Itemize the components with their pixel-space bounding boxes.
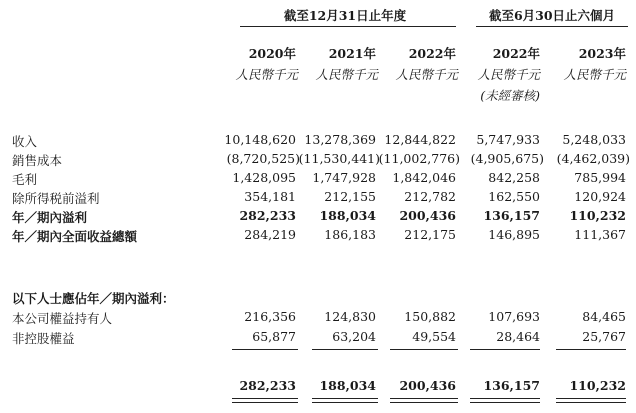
cell-value: 136,157 (483, 208, 540, 223)
row-profit-before-tax (0, 189, 636, 207)
row-label: 本公司權益持有人 (12, 311, 113, 326)
column-year-2: 2021年 (328, 46, 376, 61)
cell-value: (4,905,675) (470, 151, 544, 166)
cell-value: 5,248,033 (562, 132, 626, 147)
cell-value: 63,204 (332, 329, 376, 344)
column-unit-4: 人民幣千元 (477, 67, 540, 82)
row-label: 年／期內全面收益總額 (12, 229, 138, 244)
total-double-rule (556, 398, 626, 403)
cell-value: 200,436 (399, 378, 456, 393)
row-cost-of-sales (0, 151, 636, 169)
cell-value: 65,877 (252, 329, 296, 344)
cell-value: 785,994 (574, 170, 626, 185)
column-unit-5: 人民幣千元 (563, 67, 626, 82)
row-label: 毛利 (12, 172, 38, 187)
total-double-rule (232, 398, 298, 403)
cell-value: 216,356 (244, 309, 296, 324)
column-year-1: 2020年 (248, 46, 296, 61)
row-revenue (0, 132, 636, 150)
cell-value: 111,367 (574, 227, 626, 242)
cell-value: 212,155 (324, 189, 376, 204)
cell-value: 1,428,095 (232, 170, 296, 185)
subtotal-rule (312, 349, 378, 350)
row-label: 收入 (12, 134, 38, 149)
cell-value: 25,767 (582, 329, 626, 344)
cell-value: 282,233 (239, 378, 296, 393)
row-label: 年／期內溢利 (12, 210, 88, 225)
cell-value: 124,830 (324, 309, 376, 324)
cell-value: 13,278,369 (304, 132, 376, 147)
row-label: 除所得税前溢利 (12, 191, 100, 206)
cell-value: 284,219 (244, 227, 296, 242)
cell-value: 49,554 (412, 329, 456, 344)
subtotal-rule (470, 349, 540, 350)
cell-value: 146,895 (488, 227, 540, 242)
row-profit-for-period (0, 208, 636, 226)
column-year-5: 2023年 (578, 46, 626, 61)
cell-value: 282,233 (239, 208, 296, 223)
cell-value: 200,436 (399, 208, 456, 223)
row-equity-holders (0, 309, 636, 327)
cell-value: 110,232 (569, 378, 626, 393)
section-heading-label: 以下人士應佔年／期內溢利： (12, 291, 175, 306)
cell-value: 842,258 (488, 170, 540, 185)
cell-value: 212,782 (404, 189, 456, 204)
section-heading-attributable (0, 289, 636, 307)
group-underline-six-months (476, 26, 628, 27)
column-year-4: 2022年 (492, 46, 540, 61)
cell-value: (8,720,525) (226, 151, 300, 166)
row-gross-profit (0, 170, 636, 188)
cell-value: 136,157 (483, 378, 540, 393)
column-year-3: 2022年 (408, 46, 456, 61)
cell-value: 84,465 (582, 309, 626, 324)
total-double-rule (470, 398, 540, 403)
cell-value: 1,747,928 (312, 170, 376, 185)
cell-value: 188,034 (319, 378, 376, 393)
cell-value: 10,148,620 (224, 132, 296, 147)
subtotal-rule (556, 349, 626, 350)
row-label: 非控股權益 (12, 331, 75, 346)
cell-value: 120,924 (574, 189, 626, 204)
total-double-rule (390, 398, 458, 403)
cell-value: 12,844,822 (384, 132, 456, 147)
group-underline-full-year (240, 26, 456, 27)
cell-value: (11,530,441) (298, 151, 380, 166)
subtotal-rule (390, 349, 458, 350)
group-header-full-year: 截至12月31日止年度 (283, 8, 407, 23)
group-header-six-months: 截至6月30日止六個月 (488, 8, 616, 23)
column-note-unaudited: (未經審核) (480, 88, 540, 103)
cell-value: (4,462,039) (556, 151, 630, 166)
subtotal-rule (232, 349, 298, 350)
column-unit-1: 人民幣千元 (235, 67, 298, 82)
cell-value: 354,181 (244, 189, 296, 204)
row-total-comprehensive-income (0, 227, 636, 245)
column-unit-3: 人民幣千元 (395, 67, 458, 82)
cell-value: 5,747,933 (476, 132, 540, 147)
cell-value: 107,693 (488, 309, 540, 324)
cell-value: 28,464 (496, 329, 540, 344)
row-non-controlling-interests (0, 329, 636, 347)
cell-value: 110,232 (569, 208, 626, 223)
row-total (0, 378, 636, 396)
cell-value: 162,550 (488, 189, 540, 204)
cell-value: 150,882 (404, 309, 456, 324)
cell-value: 1,842,046 (392, 170, 456, 185)
row-label: 銷售成本 (12, 153, 63, 168)
cell-value: 186,183 (324, 227, 376, 242)
total-double-rule (312, 398, 378, 403)
cell-value: 212,175 (404, 227, 456, 242)
column-unit-2: 人民幣千元 (315, 67, 378, 82)
cell-value: (11,002,776) (378, 151, 460, 166)
cell-value: 188,034 (319, 208, 376, 223)
